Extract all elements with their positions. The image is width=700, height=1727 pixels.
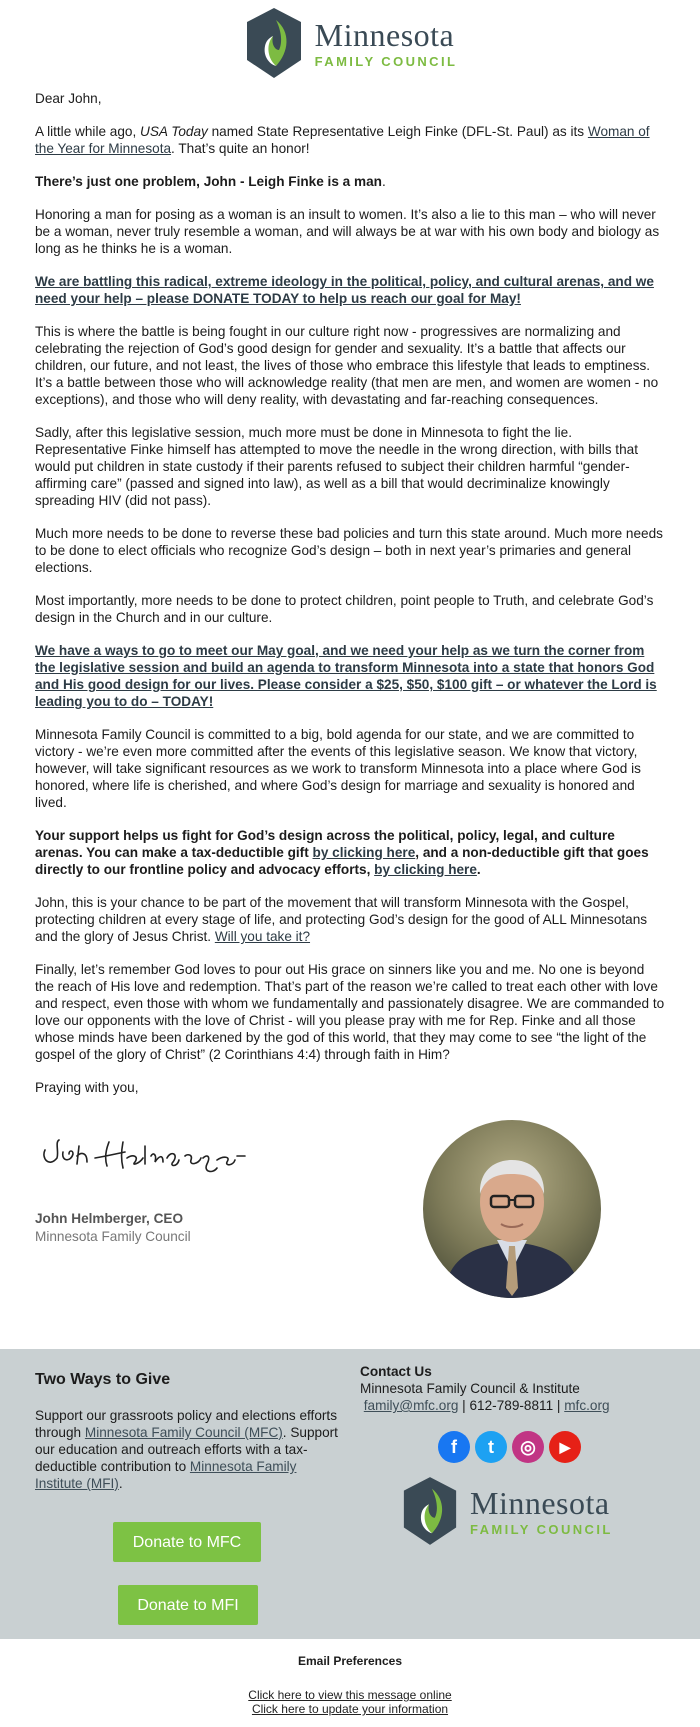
- facebook-icon[interactable]: f: [438, 1431, 470, 1463]
- brand-logo[interactable]: [243, 6, 458, 80]
- paragraph-1: A little while ago, USA Today named State Representative Leigh Finke (DFL-St. Paul) as its Woman of the Year for Minnesota. That’s quite an honor!: [35, 124, 650, 156]
- paragraph-4: [35, 273, 665, 307]
- header: [0, 0, 700, 86]
- paragraph-2: There’s just one problem, John - Leigh Finke is a man.: [35, 174, 386, 189]
- logo-main-text: Minnesota: [314, 16, 455, 53]
- donate-mfi-button[interactable]: Donate to MFI: [118, 1585, 258, 1625]
- ceo-portrait: [423, 1120, 601, 1298]
- social-links: [438, 1431, 581, 1463]
- paragraph-9: [35, 642, 665, 710]
- may-goal-link[interactable]: We have a ways to go to meet our May goal, and we need your help as we turn the corner from the legislative session and build an agenda to transform Minnesota into a state that honors God and His good design for our lives. Please consider a $25, $50, $100 gift – or whatever the Lord is leading you to do – TODAY!: [35, 643, 657, 709]
- paragraph-5: This is where the battle is being fought in our culture right now - progressives are normalizing and celebrating the rejection of God’s good design for gender and sexuality. It’s a battle that affects our children, our future, and not least, the lives of those who embrace this lifestyle that leads to emptiness. It’s a battle between those who will acknowledge reality (that men are men, and women are women - no exceptions), and those who will deny reality, with devastating and far-reaching consequences.: [35, 324, 659, 407]
- email-link[interactable]: family@mfc.org: [363, 1398, 459, 1413]
- greeting: Dear John,: [35, 91, 102, 106]
- mfi-link[interactable]: Minnesota Family Institute (MFI): [35, 1459, 297, 1491]
- paragraph-7: Much more needs to be done to reverse these bad policies and turn this state around. Much more needs to be done to elect officials who recognize God’s design – both in next year’s primaries and general elections.: [35, 526, 663, 575]
- woman-of-year-link[interactable]: Woman of the Year for Minnesota: [35, 124, 650, 156]
- contact-title: Contact Us: [360, 1364, 432, 1379]
- footer-logo-sub-text: FAMILY COUNCIL: [470, 1521, 613, 1537]
- footer: [0, 1349, 700, 1639]
- donate-mfc-button[interactable]: Donate to MFC: [113, 1522, 261, 1562]
- closing: Praying with you,: [35, 1080, 139, 1095]
- contact-us: [360, 1363, 680, 1414]
- give-title: Two Ways to Give: [35, 1371, 171, 1388]
- update-info-link[interactable]: Click here to update your information: [251, 1702, 449, 1716]
- two-ways-to-give: [35, 1371, 345, 1492]
- handwritten-signature: [35, 1128, 255, 1188]
- signature-block: [35, 1112, 665, 1322]
- will-you-take-it-link[interactable]: Will you take it?: [214, 929, 311, 944]
- twitter-icon[interactable]: t: [475, 1431, 507, 1463]
- email-preferences-title: Email Preferences: [297, 1654, 403, 1668]
- paragraph-13: Finally, let’s remember God loves to pour out His grace on sinners like you and me. No one is beyond the reach of His love and redemption. That’s part of the reason we’re called to treat each other with love and respect, even those with whom we fundamentally and passionately disagree. We are commanded to love our opponents with the love of Christ - will you please pray with me for Rep. Finke and all those whose minds have been darkened by the god of this world, that they may come to see “the light of the gospel of the glory of Christ” (2 Corinthians 4:4) through faith in Him?: [35, 962, 665, 1062]
- footer-brand-logo[interactable]: [400, 1475, 613, 1547]
- youtube-icon[interactable]: ▶: [549, 1431, 581, 1463]
- paragraph-11: Your support helps us fight for God’s design across the political, policy, legal, and culture arenas. You can make a tax-deductible gift by clicking here, and a non-deductible gift that goes directly to our frontline policy and advocacy efforts, by clicking here.: [35, 828, 649, 877]
- view-online-link[interactable]: Click here to view this message online: [248, 1688, 452, 1702]
- donate-today-link[interactable]: We are battling this radical, extreme ideology in the political, policy, and cultural arenas, and we need your help – please DONATE TODAY to help us reach our goal for May!: [35, 274, 654, 306]
- website-link[interactable]: mfc.org: [564, 1398, 610, 1413]
- paragraph-6: Sadly, after this legislative session, much more must be done in Minnesota to fight the lie. Representative Finke himself has attempted to move the needle in the wrong direction, with bills that would put children in state custody if their parents refused to subject their children harmful “gender-affirming care” (passed and signed into law), as well as a bill that would decriminalize knowingly spreading HIV (did not pass).: [35, 425, 638, 508]
- leaf-shield-icon: [400, 1475, 460, 1547]
- letter-body: [0, 86, 700, 1322]
- paragraph-8: Most importantly, more needs to be done to protect children, point people to Truth, and celebrate God’s design in the Church and in our culture.: [35, 593, 654, 625]
- contact-line: family@mfc.org | 612-789-8811 | mfc.org: [363, 1398, 610, 1413]
- mfc-link[interactable]: Minnesota Family Council (MFC): [84, 1425, 283, 1440]
- tax-deductible-gift-link[interactable]: by clicking here: [312, 845, 416, 860]
- footer-logo-main-text: Minnesota: [470, 1484, 610, 1521]
- give-text: Support our grassroots policy and elections efforts through Minnesota Family Council (MFC). Support our education and outreach efforts with a tax-deductible contribution to Minnesota Family Institute (MFI).: [35, 1408, 338, 1491]
- paragraph-3: Honoring a man for posing as a woman is an insult to women. It’s also a lie to this man – who will never be a woman, never truly resemble a woman, and will always be at war with his own body and biology as long as he thinks he is a woman.: [35, 207, 660, 256]
- signer-name: John Helmberger, CEO: [35, 1211, 184, 1226]
- paragraph-12: John, this is your chance to be part of the movement that will transform Minnesota with the Gospel, protecting children at every stage of life, and protecting God’s design for the good of ALL Minnesotans and the glory of Jesus Christ. Will you take it?: [35, 895, 648, 944]
- non-deductible-gift-link[interactable]: by clicking here: [374, 862, 477, 877]
- instagram-icon[interactable]: ◎: [512, 1431, 544, 1463]
- paragraph-10: Minnesota Family Council is committed to a big, bold agenda for our state, and we are committed to victory - we’re even more committed after the events of this legislative season. We know that victory, however, will take significant resources as we work to transform Minnesota into a place where God is honored, where life is cherished, and where God’s design for marriage and sexuality is honored and lived.: [35, 727, 641, 810]
- signer-org: Minnesota Family Council: [35, 1229, 191, 1244]
- logo-sub-text: FAMILY COUNCIL: [314, 53, 458, 69]
- email-preferences: [0, 1639, 700, 1727]
- contact-org: Minnesota Family Council & Institute: [360, 1381, 580, 1396]
- leaf-shield-icon: [243, 6, 305, 80]
